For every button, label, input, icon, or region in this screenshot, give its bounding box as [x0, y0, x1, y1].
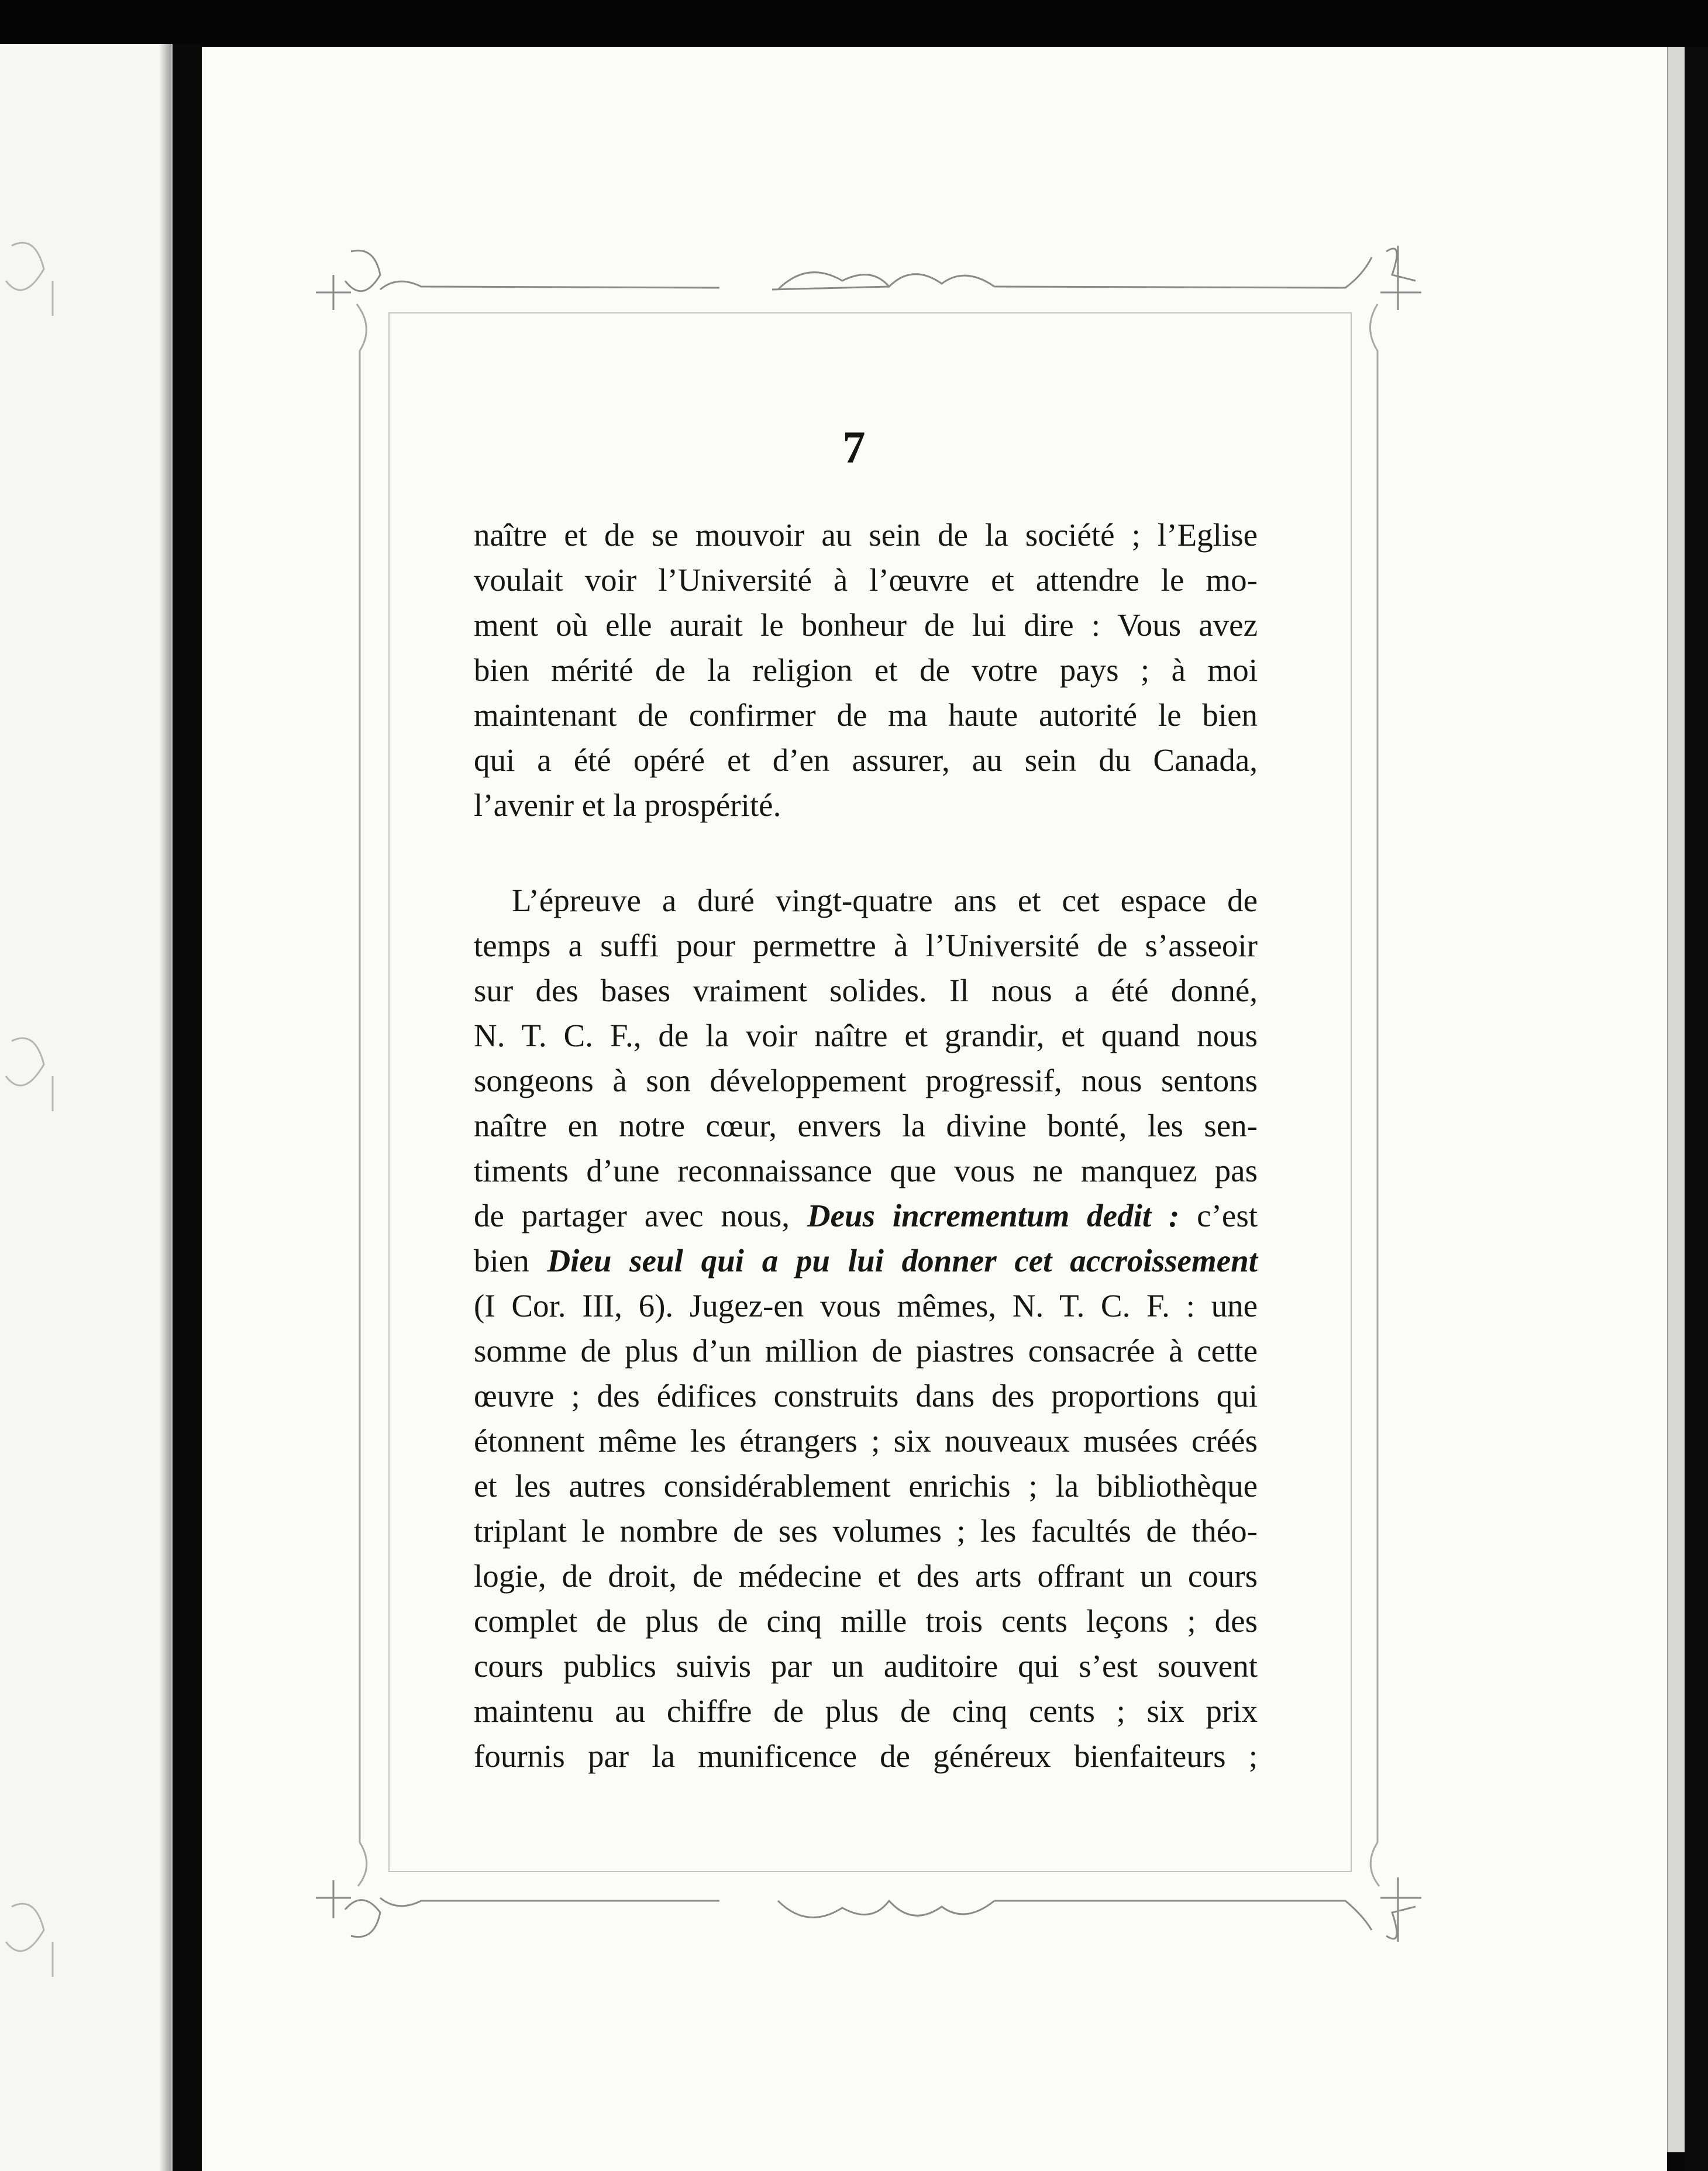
- text-line: sur des bases vraiment solides. Il nous a été donné,: [474, 973, 1258, 1008]
- text-line: ment où elle aurait le bonheur de lui dire : Vous avez: [474, 607, 1258, 643]
- text-line: temps a suffi pour permettre à l’Université de s’asseoir: [474, 928, 1258, 963]
- text-run: de partager avec nous,: [474, 1198, 807, 1233]
- text-line: N. T. C. F., de la voir naître et grandir, et quand nous: [474, 1018, 1258, 1053]
- frame-top-rule: [380, 257, 1372, 290]
- text-line: [474, 1193, 1258, 1239]
- text-line: fournis par la munificence de généreux bienfaiteurs ;: [474, 1738, 1258, 1774]
- frame-corner-bottom-left: [316, 1880, 380, 1937]
- text-line: (I Cor. III, 6). Jugez-en vous mêmes, N. T. C. F. : une: [474, 1288, 1258, 1324]
- text-line: cours publics suivis par un auditoire qui s’est souvent: [474, 1648, 1258, 1684]
- text-line: complet de plus de cinq mille trois cents leçons ; des: [474, 1603, 1258, 1639]
- facing-page-ornament-bottom: [6, 1904, 53, 1977]
- text-line: [474, 1238, 1258, 1284]
- text-line: qui a été opéré et d’en assurer, au sein du Canada,: [474, 742, 1258, 778]
- frame-corner-bottom-right: [1380, 1877, 1421, 1942]
- text-line: maintenu au chiffre de plus de cinq cents ; six prix: [474, 1693, 1258, 1729]
- text-line: œuvre ; des édifices construits dans des proportions qui: [474, 1378, 1258, 1414]
- frame-left-rule: [357, 304, 367, 1886]
- text-run: c’est: [1179, 1198, 1258, 1233]
- text-run: bien: [474, 1243, 547, 1279]
- page-number: 7: [842, 422, 866, 473]
- frame-right-rule: [1370, 304, 1380, 1886]
- text-line: triplant le nombre de ses volumes ; les facultés de théo-: [474, 1513, 1258, 1549]
- frame-bottom-flourish: [778, 1901, 994, 1917]
- text-line: maintenant de confirmer de ma haute autorité le bien: [474, 697, 1258, 733]
- facing-page-ornament-top: [6, 243, 53, 316]
- text-line: L’épreuve a duré vingt-quatre ans et cet espace de: [512, 883, 1258, 918]
- text-line: timents d’une reconnaissance que vous ne manquez pas: [474, 1153, 1258, 1188]
- facing-page-ornament-middle: [6, 1038, 53, 1111]
- text-line: somme de plus d’un million de piastres consacrée à cette: [474, 1333, 1258, 1369]
- text-line: naître en notre cœur, envers la divine bonté, les sen-: [474, 1108, 1258, 1143]
- text-line: étonnent même les étrangers ; six nouveaux musées créés: [474, 1423, 1258, 1459]
- text-line: naître et de se mouvoir au sein de la société ; l’Eglise: [474, 517, 1258, 553]
- text-line: logie, de droit, de médecine et des arts offrant un cours: [474, 1558, 1258, 1594]
- frame-corner-top-right: [1380, 246, 1421, 310]
- frame-bottom-rule: [380, 1898, 1372, 1930]
- text-line: et les autres considérablement enrichis ; la bibliothèque: [474, 1468, 1258, 1504]
- text-line: songeons à son développement progressif, nous sentons: [474, 1063, 1258, 1098]
- text-line: l’avenir et la prospérité.: [474, 787, 781, 823]
- text-line: bien mérité de la religion et de votre pays ; à moi: [474, 652, 1258, 688]
- text-line: voulait voir l’Université à l’œuvre et attendre le mo-: [474, 562, 1258, 598]
- frame-corner-top-left: [316, 250, 380, 310]
- italic-citation: Deus incrementum dedit :: [807, 1198, 1180, 1233]
- italic-citation: Dieu seul qui a pu lui donner cet accroissement: [547, 1243, 1258, 1279]
